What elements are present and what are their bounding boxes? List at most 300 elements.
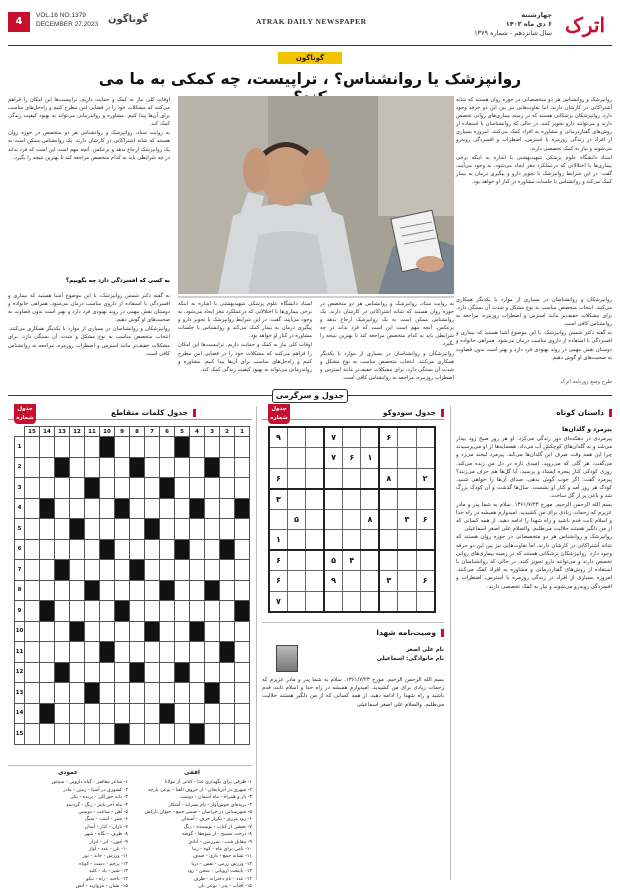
- crossword-cell[interactable]: [175, 683, 190, 704]
- crossword-cell[interactable]: [25, 642, 40, 663]
- crossword-cell[interactable]: [235, 457, 250, 478]
- crossword-cell[interactable]: [235, 703, 250, 724]
- sudoku-empty-cell[interactable]: [269, 448, 287, 469]
- sudoku-empty-cell[interactable]: [398, 448, 416, 469]
- crossword-cell[interactable]: [130, 478, 145, 499]
- crossword-cell[interactable]: [160, 498, 175, 519]
- crossword-cell[interactable]: [205, 498, 220, 519]
- crossword-cell[interactable]: [25, 683, 40, 704]
- crossword-row-number: 9: [15, 601, 25, 622]
- crossword-cell[interactable]: [145, 478, 160, 499]
- sudoku-empty-cell[interactable]: [416, 448, 434, 469]
- crossword-black-cell: [190, 621, 205, 642]
- crossword-cell[interactable]: [85, 662, 100, 683]
- volume-line: VOL.16 NO.1379: [36, 12, 86, 19]
- crossword-header: [8, 406, 252, 420]
- crossword-cell[interactable]: [85, 519, 100, 540]
- sudoku-empty-cell[interactable]: [416, 489, 434, 510]
- sudoku-empty-cell[interactable]: [324, 530, 342, 551]
- crossword-cell[interactable]: [70, 539, 85, 560]
- crossword-cell[interactable]: [175, 621, 190, 642]
- crossword-cell[interactable]: [130, 539, 145, 560]
- crossword-black-cell: [235, 498, 250, 519]
- paragraph: اوقات کلی نیاز به کمک و حمایت داریم. تراپیست‌ها این امکان را فراهم می‌کنند که مشکلات خود را در فضایی امن مطرح کنیم و راه‌حل‌های مناسب برای آن‌ها پیدا کنیم. مشاوره و رواندرمانی می‌تواند به بهبود کیفیت زندگی کمک کند.: [178, 342, 312, 373]
- crossword-cell[interactable]: [115, 457, 130, 478]
- crossword-cell[interactable]: [100, 662, 115, 683]
- tag-line: جدول: [271, 406, 287, 412]
- crossword-cell[interactable]: [115, 642, 130, 663]
- crossword-cell[interactable]: [160, 519, 175, 540]
- clue-item: ۹- خون - ابر - ابزار: [89, 839, 128, 845]
- sudoku-empty-cell[interactable]: [343, 468, 361, 489]
- sudoku-empty-cell[interactable]: [306, 530, 324, 551]
- photo-credit: طرح وضع روزنامه اترک: [560, 379, 612, 385]
- crossword-cell[interactable]: [220, 683, 235, 704]
- will-header: [262, 626, 444, 640]
- crossword-cell[interactable]: [25, 601, 40, 622]
- sudoku-empty-cell[interactable]: [361, 427, 379, 448]
- crossword-cell[interactable]: [40, 662, 55, 683]
- sudoku-empty-cell[interactable]: [324, 468, 342, 489]
- crossword-cell[interactable]: [205, 703, 220, 724]
- crossword-cell[interactable]: [190, 539, 205, 560]
- crossword-black-cell: [85, 478, 100, 499]
- crossword-cell[interactable]: [175, 478, 190, 499]
- crossword-cell[interactable]: [85, 642, 100, 663]
- crossword-cell[interactable]: [55, 580, 70, 601]
- crossword-cell[interactable]: [205, 519, 220, 540]
- crossword-cell[interactable]: [160, 457, 175, 478]
- sudoku-empty-cell[interactable]: [306, 550, 324, 571]
- crossword-cell[interactable]: [175, 703, 190, 724]
- crossword-cell[interactable]: [115, 580, 130, 601]
- crossword-black-cell: [175, 539, 190, 560]
- crossword-cell[interactable]: [130, 621, 145, 642]
- crossword-cell[interactable]: [100, 724, 115, 745]
- crossword-cell[interactable]: [220, 560, 235, 581]
- crossword-cell[interactable]: [205, 437, 220, 458]
- sudoku-empty-cell[interactable]: [343, 571, 361, 592]
- crossword-cell[interactable]: [115, 539, 130, 560]
- crossword-black-cell: [175, 662, 190, 683]
- crossword-cell[interactable]: [130, 580, 145, 601]
- crossword-cell[interactable]: [130, 519, 145, 540]
- crossword-cell[interactable]: [25, 621, 40, 642]
- crossword-cell[interactable]: [205, 539, 220, 560]
- sudoku-given-cell: ۷: [324, 427, 342, 448]
- crossword-cell[interactable]: [55, 519, 70, 540]
- crossword-cell[interactable]: [100, 478, 115, 499]
- crossword-cell[interactable]: [25, 498, 40, 519]
- sudoku-empty-cell[interactable]: [398, 530, 416, 551]
- crossword-cell[interactable]: [85, 560, 100, 581]
- martyr-family: نام خانوادگی: اسماعیلی: [376, 656, 444, 662]
- crossword-cell[interactable]: [145, 642, 160, 663]
- crossword-cell[interactable]: [70, 601, 85, 622]
- crossword-cell[interactable]: [55, 724, 70, 745]
- crossword-cell[interactable]: [40, 642, 55, 663]
- sudoku-empty-cell[interactable]: [361, 468, 379, 489]
- will-title: وصیت‌نامه شهدا: [376, 626, 444, 640]
- crossword-cell[interactable]: [220, 478, 235, 499]
- crossword-cell[interactable]: [205, 560, 220, 581]
- crossword-cell[interactable]: [100, 683, 115, 704]
- crossword-column-number: 14: [40, 427, 55, 437]
- crossword-cell[interactable]: [25, 457, 40, 478]
- sudoku-given-cell: ۹: [269, 427, 287, 448]
- crossword-cell[interactable]: [160, 642, 175, 663]
- crossword-cell[interactable]: [85, 539, 100, 560]
- sudoku-empty-cell[interactable]: [306, 448, 324, 469]
- crossword-cell[interactable]: [25, 437, 40, 458]
- sudoku-given-cell: ۲: [416, 468, 434, 489]
- sudoku-given-cell: ۷: [324, 448, 342, 469]
- sudoku-empty-cell[interactable]: [343, 591, 361, 612]
- crossword-cell[interactable]: [70, 683, 85, 704]
- crossword-cell[interactable]: [115, 519, 130, 540]
- crossword-cell[interactable]: [100, 519, 115, 540]
- crossword-cell[interactable]: [235, 580, 250, 601]
- sudoku-given-cell: ۶: [343, 448, 361, 469]
- crossword-cell[interactable]: [85, 724, 100, 745]
- crossword-cell[interactable]: [130, 601, 145, 622]
- crossword-black-cell: [205, 683, 220, 704]
- sudoku-empty-cell[interactable]: [287, 448, 305, 469]
- crossword-cell[interactable]: [145, 580, 160, 601]
- crossword-cell[interactable]: [220, 498, 235, 519]
- sudoku-empty-cell[interactable]: [343, 530, 361, 551]
- crossword-cell[interactable]: [145, 437, 160, 458]
- sudoku-empty-cell[interactable]: [269, 509, 287, 530]
- crossword-cell[interactable]: [190, 642, 205, 663]
- crossword-cell[interactable]: [25, 703, 40, 724]
- sudoku-empty-cell[interactable]: [361, 489, 379, 510]
- crossword-cell[interactable]: [220, 580, 235, 601]
- sudoku-empty-cell[interactable]: [324, 489, 342, 510]
- crossword-cell[interactable]: [160, 683, 175, 704]
- crossword-cell[interactable]: [115, 560, 130, 581]
- sudoku-empty-cell[interactable]: [287, 571, 305, 592]
- crossword-cell[interactable]: [70, 498, 85, 519]
- crossword-cell[interactable]: [85, 437, 100, 458]
- sudoku-empty-cell[interactable]: [398, 489, 416, 510]
- sudoku-grid: [268, 426, 436, 613]
- sudoku-empty-cell[interactable]: [287, 591, 305, 612]
- crossword-cell[interactable]: [175, 457, 190, 478]
- crossword-cell[interactable]: [115, 621, 130, 642]
- crossword-cell[interactable]: [175, 642, 190, 663]
- crossword-cell[interactable]: [205, 642, 220, 663]
- sudoku-empty-cell[interactable]: [416, 550, 434, 571]
- crossword-black-cell: [100, 437, 115, 458]
- crossword-cell[interactable]: [220, 621, 235, 642]
- sudoku-empty-cell[interactable]: [343, 427, 361, 448]
- crossword-cell[interactable]: [145, 457, 160, 478]
- article-column-left-bottom: [8, 292, 170, 384]
- sudoku-empty-cell[interactable]: [416, 427, 434, 448]
- crossword-cell[interactable]: [70, 724, 85, 745]
- sudoku-empty-cell[interactable]: [398, 427, 416, 448]
- crossword-cell[interactable]: [130, 703, 145, 724]
- clue-item: ۱۳- پایتخت اروپایی - سخن - رود: [187, 869, 252, 875]
- crossword-cell[interactable]: [70, 478, 85, 499]
- crossword-cell[interactable]: [205, 621, 220, 642]
- crossword-cell[interactable]: [190, 580, 205, 601]
- crossword-cell[interactable]: [115, 437, 130, 458]
- crossword-black-cell: [130, 560, 145, 581]
- crossword-cell[interactable]: [145, 683, 160, 704]
- sudoku-empty-cell[interactable]: [306, 591, 324, 612]
- sudoku-empty-cell[interactable]: [398, 591, 416, 612]
- crossword-cell[interactable]: [40, 580, 55, 601]
- sudoku-empty-cell[interactable]: [379, 530, 397, 551]
- crossword-black-cell: [70, 519, 85, 540]
- crossword-cell[interactable]: [25, 519, 40, 540]
- crossword-cell[interactable]: [70, 437, 85, 458]
- crossword-cell[interactable]: [115, 703, 130, 724]
- sudoku-empty-cell[interactable]: [287, 530, 305, 551]
- crossword-row-number: 11: [15, 642, 25, 663]
- crossword-cell[interactable]: [55, 478, 70, 499]
- crossword-cell[interactable]: [190, 478, 205, 499]
- crossword-cell[interactable]: [85, 621, 100, 642]
- crossword-cell[interactable]: [175, 580, 190, 601]
- crossword-cell[interactable]: [220, 457, 235, 478]
- sudoku-empty-cell[interactable]: [379, 591, 397, 612]
- crossword-cell[interactable]: [55, 437, 70, 458]
- sudoku-empty-cell[interactable]: [379, 509, 397, 530]
- crossword-cell[interactable]: [145, 662, 160, 683]
- crossword-cell[interactable]: [220, 703, 235, 724]
- crossword-cell[interactable]: [190, 519, 205, 540]
- sudoku-given-cell: ۷: [269, 591, 287, 612]
- crossword-cell[interactable]: [40, 621, 55, 642]
- clue-item: ۵- شهرستانی در خراسان - ضمیر جمع - حیوان بارکش: [144, 810, 252, 816]
- crossword-cell[interactable]: [205, 478, 220, 499]
- crossword-cell[interactable]: [235, 478, 250, 499]
- sudoku-empty-cell[interactable]: [416, 591, 434, 612]
- sudoku-empty-cell[interactable]: [306, 489, 324, 510]
- crossword-cell[interactable]: [40, 437, 55, 458]
- sudoku-empty-cell[interactable]: [306, 509, 324, 530]
- paragraph: روانپزشک و روانشناس هر دو متخصصانی در حوزه روان هستند که شانه آشتراکاتی در کارشان دارند، اما تفاوت‌هایی نیز بین این دو حرفه وجود دارد. روانپزشکان پزشکانی هستند که در زمینه بیماری‌های روانی تخصص دارند و می‌توانند دارو تجویز کنند، در حالی که روانشناسان با استفاده از روش‌های گفتاردرمانی و مشاوره به افراد کمک می‌کنند. امروزه بسیاری از افراد در زندگی روزمره با استرس، اضطراب و افسردگی روبه‌رو می‌شوند و نیاز به کمک تخصصی دارند.: [456, 97, 612, 152]
- sudoku-empty-cell[interactable]: [343, 509, 361, 530]
- crossword-cell[interactable]: [70, 580, 85, 601]
- crossword-cell[interactable]: [190, 437, 205, 458]
- sudoku-empty-cell[interactable]: [343, 489, 361, 510]
- sudoku-number-tag: [268, 404, 290, 430]
- crossword-cell[interactable]: [235, 437, 250, 458]
- crossword-cell[interactable]: [25, 662, 40, 683]
- sudoku-empty-cell[interactable]: [379, 448, 397, 469]
- crossword-cell[interactable]: [190, 457, 205, 478]
- crossword-number-tag: [14, 404, 36, 424]
- crossword-cell[interactable]: [100, 560, 115, 581]
- crossword-cell[interactable]: [175, 560, 190, 581]
- divider: [262, 622, 444, 623]
- sudoku-empty-cell[interactable]: [379, 550, 397, 571]
- crossword-cell[interactable]: [25, 580, 40, 601]
- crossword-black-cell: [175, 437, 190, 458]
- crossword-cell[interactable]: [100, 601, 115, 622]
- crossword-cell[interactable]: [190, 683, 205, 704]
- crossword-cell[interactable]: [100, 703, 115, 724]
- crossword-cell[interactable]: [25, 539, 40, 560]
- crossword-cell[interactable]: [190, 662, 205, 683]
- sudoku-empty-cell[interactable]: [306, 571, 324, 592]
- crossword-cell[interactable]: [235, 560, 250, 581]
- crossword-cell[interactable]: [235, 724, 250, 745]
- sudoku-empty-cell[interactable]: [398, 550, 416, 571]
- crossword-cell[interactable]: [40, 519, 55, 540]
- crossword-cell[interactable]: [115, 478, 130, 499]
- crossword-cell[interactable]: [190, 703, 205, 724]
- crossword-cell[interactable]: [160, 621, 175, 642]
- sudoku-empty-cell[interactable]: [287, 550, 305, 571]
- crossword-cell[interactable]: [220, 601, 235, 622]
- crossword-cell[interactable]: [85, 457, 100, 478]
- crossword-column-number: 11: [85, 427, 100, 437]
- crossword-cell[interactable]: [220, 519, 235, 540]
- crossword-cell[interactable]: [190, 601, 205, 622]
- crossword-cell[interactable]: [115, 683, 130, 704]
- martyr-info: [304, 646, 444, 664]
- sudoku-empty-cell[interactable]: [306, 427, 324, 448]
- clue-item: ۱۲- پرچم - دست - کوتاه: [78, 861, 128, 867]
- sudoku-empty-cell[interactable]: [287, 427, 305, 448]
- sudoku-empty-cell[interactable]: [398, 571, 416, 592]
- sudoku-empty-cell[interactable]: [416, 530, 434, 551]
- crossword-cell[interactable]: [55, 601, 70, 622]
- paper-name: ATRAK DAILY NEWSPAPER: [256, 17, 367, 26]
- crossword-cell[interactable]: [220, 724, 235, 745]
- crossword-cell[interactable]: [130, 683, 145, 704]
- crossword-cell[interactable]: [145, 560, 160, 581]
- crossword-cell[interactable]: [55, 703, 70, 724]
- crossword-cell[interactable]: [145, 724, 160, 745]
- sudoku-empty-cell[interactable]: [398, 468, 416, 489]
- crossword-cell[interactable]: [55, 683, 70, 704]
- crossword-cell[interactable]: [145, 539, 160, 560]
- crossword-cell[interactable]: [175, 601, 190, 622]
- crossword-cell[interactable]: [40, 539, 55, 560]
- crossword-column-number: 7: [145, 427, 160, 437]
- crossword-cell[interactable]: [130, 642, 145, 663]
- crossword-cell[interactable]: [205, 662, 220, 683]
- crossword-cell[interactable]: [40, 457, 55, 478]
- crossword-cell[interactable]: [160, 437, 175, 458]
- crossword-cell[interactable]: [40, 683, 55, 704]
- crossword-cell[interactable]: [70, 457, 85, 478]
- sudoku-empty-cell[interactable]: [361, 591, 379, 612]
- sudoku-empty-cell[interactable]: [287, 489, 305, 510]
- sudoku-empty-cell[interactable]: [287, 468, 305, 489]
- crossword-cell[interactable]: [175, 519, 190, 540]
- crossword-cell[interactable]: [70, 703, 85, 724]
- sudoku-empty-cell[interactable]: [324, 509, 342, 530]
- sudoku-empty-cell[interactable]: [324, 591, 342, 612]
- crossword-cell[interactable]: [160, 601, 175, 622]
- crossword-cell[interactable]: [235, 683, 250, 704]
- crossword-cell[interactable]: [145, 601, 160, 622]
- sudoku-given-cell: ۳: [379, 571, 397, 592]
- crossword-cell[interactable]: [70, 560, 85, 581]
- crossword-cell[interactable]: [100, 498, 115, 519]
- paragraph: به گفته دکتر شمس روانپزشک، با این موضوع آشنا هستید که بیماری و افسردگی با استفاده از داروی مناسب درمان می‌شود. همراهی خانواده و دوستان نقش مهمی در روند بهبودی فرد دارد و بهتر است بدون قضاوت به صحبت‌های او گوش دهیم.: [8, 293, 170, 324]
- crossword-cell[interactable]: [40, 560, 55, 581]
- vertical-clues: [8, 770, 128, 890]
- crossword-cell[interactable]: [85, 703, 100, 724]
- crossword-cell[interactable]: [55, 498, 70, 519]
- crossword-cell[interactable]: [85, 601, 100, 622]
- crossword-cell[interactable]: [85, 498, 100, 519]
- crossword-cell[interactable]: [70, 662, 85, 683]
- crossword-cell[interactable]: [160, 560, 175, 581]
- clue-item: ۱۴- ناحیه - راه - نیکو: [86, 876, 128, 882]
- sudoku-empty-cell[interactable]: [361, 530, 379, 551]
- crossword-cell[interactable]: [145, 703, 160, 724]
- crossword-cell[interactable]: [70, 642, 85, 663]
- clue-item: ۱۱- ورزش - خانه - نور: [82, 854, 128, 860]
- crossword-cell[interactable]: [220, 437, 235, 458]
- volume-info: [36, 11, 98, 29]
- crossword-row-number: 15: [15, 724, 25, 745]
- crossword-cell[interactable]: [100, 580, 115, 601]
- sudoku-given-cell: ۶: [269, 468, 287, 489]
- crossword-cell[interactable]: [220, 662, 235, 683]
- crossword-cell[interactable]: [115, 662, 130, 683]
- crossword-cell[interactable]: [235, 519, 250, 540]
- sudoku-given-cell: ۶: [416, 509, 434, 530]
- crossword-cell[interactable]: [100, 621, 115, 642]
- crossword-cell[interactable]: [145, 498, 160, 519]
- crossword-cell[interactable]: [160, 539, 175, 560]
- crossword-cell[interactable]: [175, 724, 190, 745]
- crossword-cell[interactable]: [130, 498, 145, 519]
- crossword-cell[interactable]: [25, 724, 40, 745]
- sudoku-given-cell: ۸: [379, 468, 397, 489]
- sudoku-empty-cell[interactable]: [361, 571, 379, 592]
- crossword-cell[interactable]: [100, 457, 115, 478]
- crossword-cell[interactable]: [235, 621, 250, 642]
- crossword-cell[interactable]: [205, 601, 220, 622]
- crossword-cell[interactable]: [40, 478, 55, 499]
- sudoku-empty-cell[interactable]: [379, 489, 397, 510]
- crossword-cell[interactable]: [130, 437, 145, 458]
- crossword-cell[interactable]: [55, 642, 70, 663]
- crossword-cell[interactable]: [160, 724, 175, 745]
- crossword-cell[interactable]: [235, 642, 250, 663]
- crossword-cell[interactable]: [175, 498, 190, 519]
- crossword-cell[interactable]: [130, 724, 145, 745]
- clue-item: ۱۰- نامی برای ماه - کوه - زیبا: [192, 847, 252, 853]
- crossword-cell[interactable]: [190, 560, 205, 581]
- crossword-cell[interactable]: [160, 662, 175, 683]
- sudoku-empty-cell[interactable]: [361, 550, 379, 571]
- crossword-cell[interactable]: [40, 724, 55, 745]
- sudoku-empty-cell[interactable]: [306, 468, 324, 489]
- crossword-cell[interactable]: [25, 560, 40, 581]
- crossword-cell[interactable]: [235, 662, 250, 683]
- crossword-cell[interactable]: [25, 478, 40, 499]
- crossword-cell[interactable]: [205, 724, 220, 745]
- crossword-black-cell: [100, 539, 115, 560]
- clue-item: ۱۲- ورزش رزمی - نفس - دریا: [191, 861, 252, 867]
- article-kicker: گوناگون: [278, 52, 342, 64]
- crossword-cell[interactable]: [55, 621, 70, 642]
- crossword-cell[interactable]: [235, 539, 250, 560]
- crossword-cell[interactable]: [55, 539, 70, 560]
